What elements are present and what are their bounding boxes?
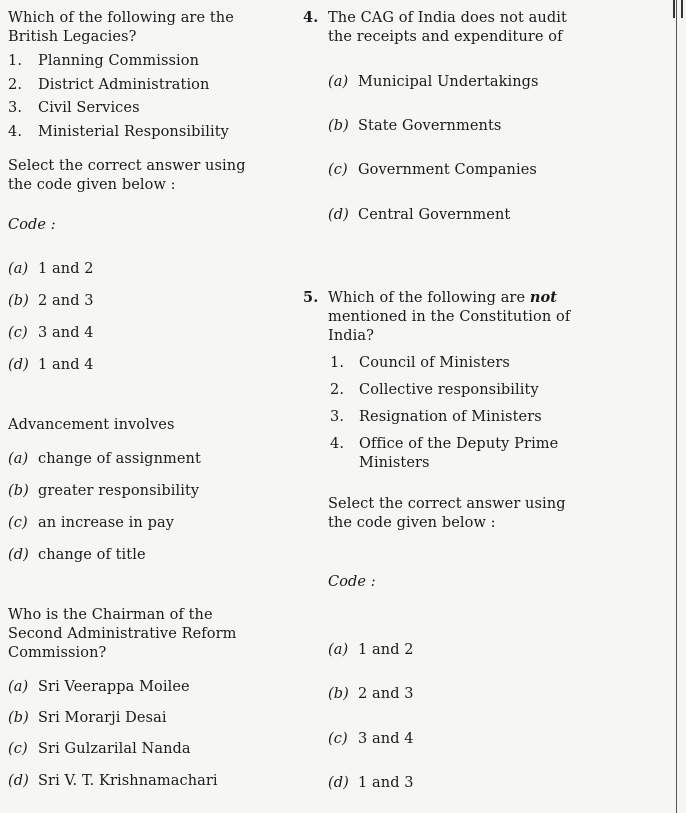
q5-stem-line1: 5. Which of the following are not (303, 289, 558, 306)
q5-item-2: 2. Collective responsibility (330, 382, 539, 398)
q5-option-a[interactable]: (a) 1 and 2 (328, 642, 414, 658)
q4-option-d[interactable]: (d) Central Government (328, 207, 511, 223)
q4-stem-line2: the receipts and expenditure of (328, 29, 563, 45)
q4-option-c[interactable]: (c) Government Companies (328, 162, 537, 178)
q3-option-a[interactable]: (a) Sri Veerappa Moilee (8, 679, 190, 695)
q5-stem-line3: India? (328, 328, 375, 344)
q4-stem-line1: 4. The CAG of India does not audit (303, 9, 567, 26)
q3-option-b[interactable]: (b) Sri Morarji Desai (8, 710, 167, 726)
q1-item-4: 4. Ministerial Responsibility (8, 124, 229, 140)
q5-stem-line2: mentioned in the Constitution of (328, 309, 571, 325)
q5-item-1: 1. Council of Ministers (330, 355, 510, 371)
q3-stem-line2: Second Administrative Reform (8, 626, 237, 642)
q1-item-3: 3. Civil Services (8, 100, 140, 116)
q5-item-4: 4. Office of the Deputy Prime (330, 436, 559, 452)
q1-item-2: 2. District Administration (8, 77, 210, 93)
q5-select-line2: the code given below : (328, 515, 496, 531)
q1-stem-line1: Which of the following are the (8, 10, 234, 26)
q2-option-d[interactable]: (d) change of title (8, 547, 146, 563)
q3-option-d[interactable]: (d) Sri V. T. Krishnamachari (8, 773, 218, 789)
q1-item-1: 1. Planning Commission (8, 53, 200, 69)
q1-option-d[interactable]: (d) 1 and 4 (8, 357, 94, 373)
q2-option-a[interactable]: (a) change of assignment (8, 451, 201, 467)
q5-option-d[interactable]: (d) 1 and 3 (328, 775, 414, 791)
q1-stem-line2: British Legacies? (8, 29, 137, 45)
q1-option-b[interactable]: (b) 2 and 3 (8, 293, 94, 309)
q2-option-c[interactable]: (c) an increase in pay (8, 515, 174, 531)
q1-option-a[interactable]: (a) 1 and 2 (8, 261, 94, 277)
q5-option-b[interactable]: (b) 2 and 3 (328, 686, 414, 702)
page-edge-rule (676, 0, 677, 813)
q4-option-b[interactable]: (b) State Governments (328, 118, 502, 134)
q5-number: 5. (303, 289, 319, 306)
q5-item-4-cont: Ministers (359, 455, 430, 471)
q5-code-label: Code : (328, 574, 376, 590)
q1-select-line1: Select the correct answer using (8, 158, 246, 174)
q3-stem-line1: Who is the Chairman of the (8, 607, 213, 623)
q1-select-line2: the code given below : (8, 177, 176, 193)
q1-code-label: Code : (8, 217, 56, 233)
page-edge-mark (673, 0, 683, 18)
q5-item-3: 3. Resignation of Ministers (330, 409, 542, 425)
q4-option-a[interactable]: (a) Municipal Undertakings (328, 74, 539, 90)
q3-option-c[interactable]: (c) Sri Gulzarilal Nanda (8, 741, 191, 757)
q5-select-line1: Select the correct answer using (328, 496, 566, 512)
q3-stem-line3: Commission? (8, 645, 107, 661)
q1-option-c[interactable]: (c) 3 and 4 (8, 325, 94, 341)
q5-option-c[interactable]: (c) 3 and 4 (328, 731, 414, 747)
q2-option-b[interactable]: (b) greater responsibility (8, 483, 200, 499)
q4-number: 4. (303, 9, 319, 26)
q2-stem: Advancement involves (8, 417, 175, 433)
